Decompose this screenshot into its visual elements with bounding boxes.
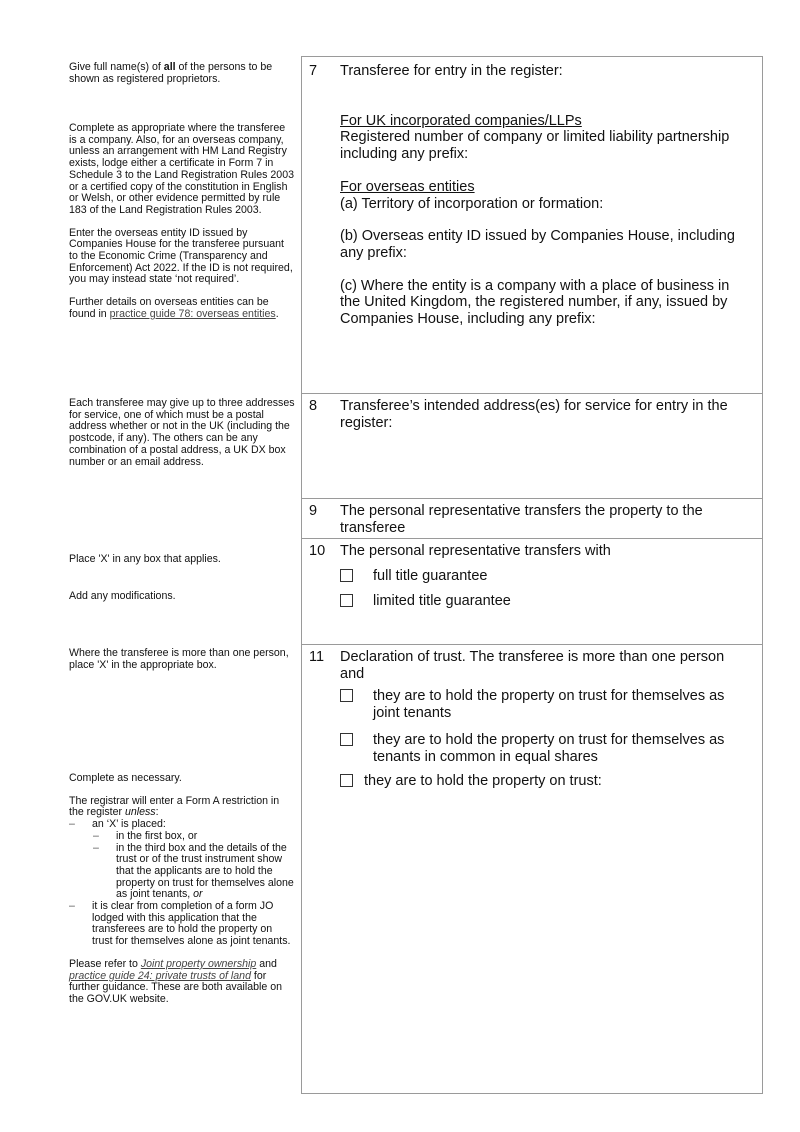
panel-title: The personal representative transfers the property to the transferee — [340, 503, 703, 536]
note-text: and — [256, 957, 277, 970]
note-form-a-restriction — [69, 773, 295, 1006]
note-text: . — [275, 307, 279, 320]
panel-10-title-guarantee — [302, 539, 762, 645]
panel-9-transfer-statement — [302, 499, 762, 539]
note-text: of the persons to be shown as registered proprietors. — [69, 61, 273, 85]
panel-title: Transferee’s intended address(es) for service for entry in the register: — [340, 398, 728, 431]
note-text: Give full name(s) of — [69, 61, 164, 73]
note-text: in the first box, or — [116, 829, 198, 842]
panel-10-content — [340, 543, 746, 560]
note-text: Further details on overseas entities can be found in — [69, 296, 269, 320]
note-place-x — [69, 554, 295, 566]
option-label: limited title guarantee — [373, 593, 511, 609]
panel-8-address-service[interactable] — [302, 394, 762, 499]
note-emphasis: unless — [124, 806, 156, 819]
panel-number: 9 — [309, 503, 318, 519]
option-label: they are to hold the property on trust for themselves as tenants in common in equal shares — [373, 732, 725, 765]
option-label: they are to hold the property on trust for themselves as joint tenants — [373, 688, 725, 721]
note-transferee-multiple — [69, 648, 295, 671]
list-item — [69, 819, 295, 901]
note-modifications — [69, 591, 295, 603]
hold-on-trust-checkbox[interactable] — [340, 774, 353, 787]
note-text: Please refer to — [69, 957, 141, 970]
practice-guide-24-link[interactable]: practice guide 24: private trusts of land — [69, 969, 251, 982]
note-text: Each transferee may give up to three addresses for service, one of which must be a postal address whether or not in the UK (including the postcode, if any). The others can be any combination of a postal address, a UK DX box number or an email address. — [69, 397, 295, 468]
hold-on-trust-option[interactable] — [340, 773, 746, 790]
overseas-entities-heading: For overseas entities — [340, 178, 475, 195]
territory-label: (a) Territory of incorporation or formation: — [340, 195, 604, 212]
note-text: it is clear from completion of a form JO lodged with this application that the transferees are to hold the property on trust for themselves alone as joint tenants. — [92, 900, 291, 948]
list-item — [69, 901, 295, 948]
panel-9-content — [340, 503, 746, 536]
restriction-conditions-list — [69, 819, 295, 948]
panel-number: 7 — [309, 63, 318, 79]
joint-property-ownership-link[interactable]: Joint property ownership — [140, 957, 257, 970]
panel-11-content — [340, 649, 746, 682]
note-text: for further guidance. These are both available on the GOV.UK website. — [69, 969, 283, 1005]
note-text: in the third box and the details of the trust or of the trust instrument show that the applicants are to hold the property on trust for themselves alone as joint tenants, — [116, 841, 294, 901]
limited-title-guarantee-option[interactable] — [340, 593, 746, 610]
note-text: Where the transferee is more than one person, place 'X' in the appropriate box. — [69, 647, 289, 671]
joint-tenants-checkbox[interactable] — [340, 689, 353, 702]
full-title-guarantee-checkbox[interactable] — [340, 569, 353, 582]
tenants-in-common-checkbox[interactable] — [340, 733, 353, 746]
limited-title-guarantee-checkbox[interactable] — [340, 594, 353, 607]
note-text: Enter the overseas entity ID issued by Companies House for the transferee pursuant to the Economic Crime (Transparency and Enforcement) Act 2022. If the ID is not required, you may instead state ‘not required’. — [69, 226, 293, 286]
note-text: Add any modifications. — [69, 590, 176, 602]
note-registered-proprietors — [69, 62, 295, 85]
note-text: Complete as appropriate where the transferee is a company. Also, for an overseas company, unless an arrangement with HM Land Registry exists, lodge either a certificate in Form 7 in Schedule 3 to the Land Registration Rules 2003 or a certified copy of the constitution in English or Welsh, or other evidence permitted by rule 183 of the Land Registration Rules 2003. — [69, 122, 294, 216]
overseas-entity-id-label: (b) Overseas entity ID issued by Companies House, including any prefix: — [340, 228, 735, 261]
full-title-guarantee-option[interactable] — [340, 568, 746, 585]
option-label: full title guarantee — [373, 568, 488, 584]
panel-7-content — [340, 63, 746, 328]
note-address-service — [69, 398, 295, 468]
sub-list — [92, 831, 295, 901]
list-item — [92, 843, 295, 902]
joint-tenants-option[interactable] — [340, 688, 746, 721]
uk-companies-heading: For UK incorporated companies/LLPs — [340, 112, 582, 129]
form-panel — [301, 56, 763, 1094]
tenants-in-common-option[interactable] — [340, 732, 746, 765]
practice-guide-78-link[interactable]: practice guide 78: overseas entities — [109, 307, 276, 320]
panel-7-transferee[interactable] — [302, 57, 762, 394]
option-label: they are to hold the property on trust: — [364, 773, 602, 789]
note-bold: all — [163, 61, 176, 73]
panel-title: Transferee for entry in the register: — [340, 63, 563, 79]
panel-title: The personal representative transfers with — [340, 543, 611, 559]
uk-place-of-business-label: (c) Where the entity is a company with a place of business in the United Kingdom, the registered number, if any, issued by Companies House, including any prefix: — [340, 277, 730, 328]
note-company-details — [69, 123, 295, 321]
note-text: Place 'X' in any box that applies. — [69, 553, 221, 565]
note-text: The registrar will enter a Form A restriction in the register — [69, 794, 280, 819]
note-emphasis: or — [193, 888, 203, 901]
panel-8-content — [340, 398, 746, 431]
panel-number: 8 — [309, 398, 318, 414]
note-text: : — [155, 806, 159, 819]
panel-11-declaration-of-trust — [302, 645, 762, 1093]
panel-number: 11 — [309, 649, 325, 665]
uk-registered-number-label: Registered number of company or limited liability partnership including any prefix: — [340, 129, 730, 163]
panel-number: 10 — [309, 543, 326, 559]
note-text: Complete as necessary. — [69, 772, 182, 784]
note-text: an ‘X’ is placed: — [92, 818, 166, 831]
panel-title: Declaration of trust. The transferee is more than one person and — [340, 649, 725, 682]
